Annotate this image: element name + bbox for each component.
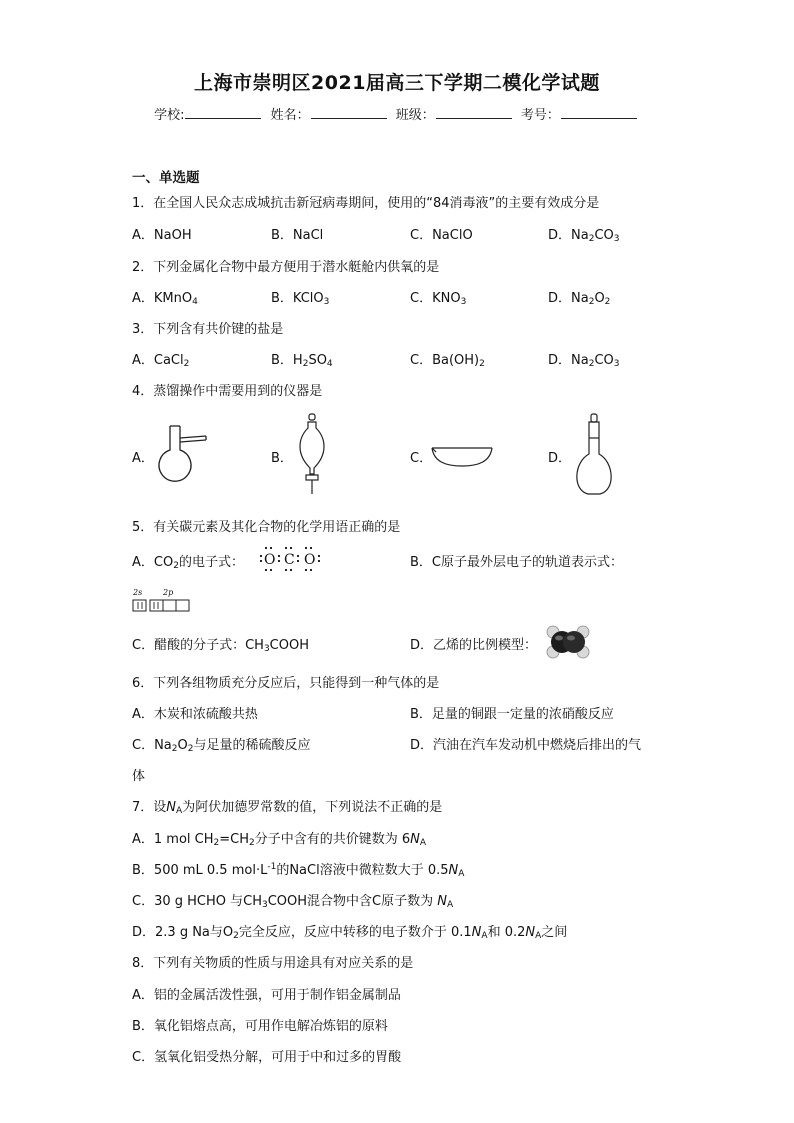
q6-option-c: C．$Na_2O_2$与足量的稀硫酸反应 (132, 738, 311, 754)
ethylene-space-filling-model-icon (546, 624, 590, 660)
evaporating-dish-icon (430, 438, 494, 468)
q3-option-c: C．$Ba(OH)_2$ (410, 353, 485, 369)
q5-option-c: C．醋酸的分子式：$CH_3COOH$ (132, 638, 309, 654)
q4-option-d: D． (548, 451, 572, 466)
q8-option-b: B．氧化铝熔点高，可用作电解冶炼铝的原料 (132, 1019, 388, 1034)
q7-option-b: B．500 mL 0.5 $mol\cdot L^{-1}$的NaCl溶液中微粒数大于 $0.5N_A$ (132, 862, 465, 879)
school-blank[interactable] (185, 106, 261, 119)
distillation-flask-icon (152, 420, 212, 490)
q5-option-a: A．$CO_2$的电子式： (132, 555, 244, 571)
separatory-funnel-icon (292, 412, 332, 498)
orbital-2s-label: 2s (133, 588, 143, 597)
q1-stem: 1．在全国人民众志成城抗击新冠病毒期间，使用的“84消毒液”的主要有效成分是 (132, 196, 600, 211)
q1-option-b: B．NaCl (271, 228, 324, 243)
q7-stem: 7．设$N_A$为阿伏加德罗常数的值，下列说法不正确的是 (132, 800, 443, 816)
volumetric-flask-icon (570, 412, 620, 498)
orbital-diagram (132, 588, 196, 616)
q6-option-a: A．木炭和浓硫酸共热 (132, 707, 258, 722)
q6-stem: 6．下列各组物质充分反应后，只能得到一种气体的是 (132, 676, 440, 691)
class-label: 班级： (395, 108, 435, 123)
number-blank[interactable] (561, 106, 637, 119)
q6-option-b: B．足量的铜跟一定量的浓硝酸反应 (410, 707, 614, 722)
q1-option-d: D．$Na_2CO_3$ (548, 228, 620, 244)
q2-option-b: B．KClO$_3$ (271, 291, 330, 307)
q8-option-a: A．铝的金属活泼性强，可用于制作铝金属制品 (132, 988, 401, 1003)
q2-option-d: D．$Na_2O_2$ (548, 291, 611, 307)
q5-option-b: B．C原子最外层电子的轨道表示式： (410, 555, 623, 570)
q6-option-d: D．汽油在汽车发动机中燃烧后排出的气 (410, 738, 642, 753)
orbital-boxes-icon (132, 599, 192, 613)
q4-option-b: B． (271, 451, 293, 466)
svg-text:O: O (304, 552, 316, 568)
orbital-2p-label: 2p (163, 588, 174, 597)
number-label: 考号： (520, 108, 560, 123)
section-heading: 一、单选题 (132, 170, 200, 186)
svg-text:C: C (284, 552, 295, 568)
q6-option-d-continued: 体 (132, 769, 146, 784)
q4-option-a: A． (132, 451, 154, 466)
class-blank[interactable] (436, 106, 512, 119)
q8-option-c: C．氢氧化铝受热分解，可用于中和过多的胃酸 (132, 1050, 402, 1065)
q4-option-c: C． (410, 451, 433, 466)
co2-electron-formula-icon (256, 544, 324, 574)
q8-stem: 8．下列有关物质的性质与用途具有对应关系的是 (132, 956, 414, 971)
q1-option-a: A．NaOH (132, 228, 192, 243)
q1-option-c: C．NaClO (410, 228, 473, 243)
q2-option-a: A．KMnO$_4$ (132, 291, 198, 307)
svg-text:O: O (264, 552, 276, 568)
name-label: 姓名： (270, 108, 310, 123)
q4-stem: 4．蒸馏操作中需要用到的仪器是 (132, 384, 323, 399)
q3-option-b: B．$H_2SO_4$ (271, 353, 333, 369)
student-info-line (0, 104, 794, 123)
school-label: 学校: (154, 108, 185, 123)
name-blank[interactable] (311, 106, 387, 119)
q7-option-d: D．2.3 g Na与$O_2$完全反应，反应中转移的电子数介于 $0.1N_A$和 $0.2N_A$之间 (132, 925, 568, 941)
q2-stem: 2．下列金属化合物中最方便用于潜水艇舱内供氧的是 (132, 260, 440, 275)
q3-option-a: A．CaCl$_2$ (132, 353, 190, 369)
page-title: 上海市崇明区2021届高三下学期二模化学试题 (194, 72, 600, 94)
q3-option-d: D．$Na_2CO_3$ (548, 353, 620, 369)
q7-option-a: A．1 mol $CH_2=CH_2$分子中含有的共价键数为 $6N_A$ (132, 832, 427, 848)
q3-stem: 3．下列含有共价键的盐是 (132, 322, 284, 337)
q2-option-c: C．$KNO_3$ (410, 291, 467, 307)
q5-stem: 5．有关碳元素及其化合物的化学用语正确的是 (132, 520, 401, 535)
q5-option-d: D．乙烯的比例模型： (410, 638, 538, 653)
q7-option-c: C．30 g HCHO 与$CH_3COOH$混合物中含C原子数为 $N_A$ (132, 894, 454, 910)
